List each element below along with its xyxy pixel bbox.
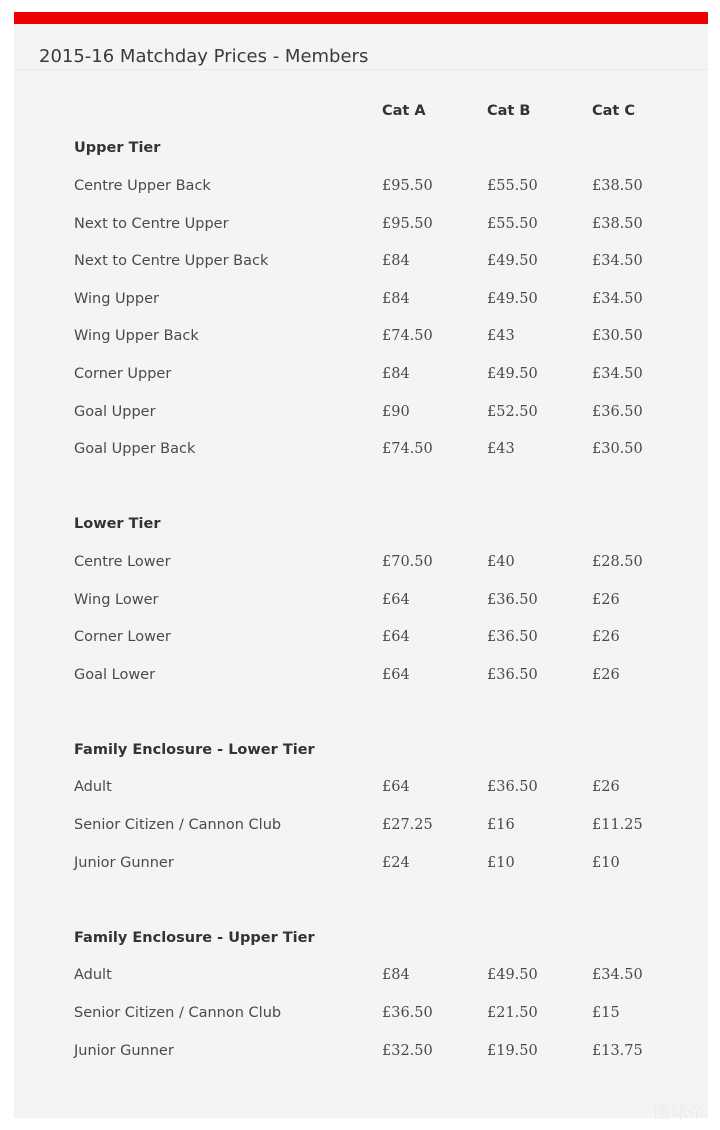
price-cat-a: £90 bbox=[382, 403, 410, 420]
price-cat-c: £26 bbox=[592, 591, 620, 608]
price-cat-a: £84 bbox=[382, 253, 410, 270]
price-cat-a: £32.50 bbox=[382, 1042, 433, 1059]
seat-area-label: Goal Lower bbox=[74, 666, 156, 683]
price-cat-a: £64 bbox=[382, 779, 410, 796]
price-cat-c: £26 bbox=[592, 666, 620, 683]
section-heading-row bbox=[74, 919, 674, 957]
section-spacer bbox=[74, 881, 674, 919]
table-row bbox=[74, 769, 674, 807]
price-cat-b: £49.50 bbox=[487, 967, 538, 984]
price-cat-b: £16 bbox=[487, 817, 515, 834]
seat-area-label: Senior Citizen / Cannon Club bbox=[74, 1005, 282, 1022]
seat-area-label: Corner Lower bbox=[74, 629, 171, 646]
seat-area-label: Wing Lower bbox=[74, 591, 159, 608]
price-cat-c: £38.50 bbox=[592, 177, 643, 194]
section-heading: Family Enclosure - Lower Tier bbox=[74, 741, 315, 758]
price-cat-c: £30.50 bbox=[592, 328, 643, 345]
seat-area-label: Wing Upper bbox=[74, 290, 159, 307]
price-cat-b: £19.50 bbox=[487, 1042, 538, 1059]
table-header-row bbox=[74, 92, 674, 130]
price-cat-b: £36.50 bbox=[487, 591, 538, 608]
seat-area-label: Senior Citizen / Cannon Club bbox=[74, 817, 282, 834]
price-cat-a: £95.50 bbox=[382, 177, 433, 194]
price-cat-b: £10 bbox=[487, 854, 515, 871]
price-cat-a: £74.50 bbox=[382, 441, 433, 458]
table-row bbox=[74, 205, 674, 243]
section-heading: Upper Tier bbox=[74, 140, 161, 157]
price-cat-b: £55.50 bbox=[487, 215, 538, 232]
price-cat-c: £36.50 bbox=[592, 403, 643, 420]
price-cat-b: £36.50 bbox=[487, 666, 538, 683]
seat-area-label: Goal Upper Back bbox=[74, 441, 196, 458]
section-spacer bbox=[74, 694, 674, 732]
panel-header bbox=[14, 24, 708, 70]
column-header-cat-b: Cat B bbox=[487, 102, 531, 119]
accent-bar bbox=[14, 12, 708, 24]
price-cat-a: £64 bbox=[382, 629, 410, 646]
pricing-panel bbox=[14, 12, 708, 1118]
table-row bbox=[74, 393, 674, 431]
seat-area-label: Junior Gunner bbox=[74, 854, 174, 871]
price-cat-b: £43 bbox=[487, 441, 515, 458]
seat-area-label: Junior Gunner bbox=[74, 1042, 174, 1059]
price-cat-b: £40 bbox=[487, 553, 515, 570]
table-row bbox=[74, 618, 674, 656]
price-cat-c: £34.50 bbox=[592, 253, 643, 270]
table-row bbox=[74, 242, 674, 280]
price-cat-b: £52.50 bbox=[487, 403, 538, 420]
seat-area-label: Next to Centre Upper bbox=[74, 215, 229, 232]
table-row bbox=[74, 543, 674, 581]
price-cat-b: £49.50 bbox=[487, 253, 538, 270]
table-row bbox=[74, 656, 674, 694]
price-cat-c: £28.50 bbox=[592, 553, 643, 570]
price-cat-a: £74.50 bbox=[382, 328, 433, 345]
price-cat-a: £84 bbox=[382, 290, 410, 307]
price-cat-b: £55.50 bbox=[487, 177, 538, 194]
section-heading-row bbox=[74, 506, 674, 544]
price-cat-a: £64 bbox=[382, 666, 410, 683]
watermark-logo: 懂球帝 bbox=[652, 1102, 706, 1123]
price-cat-b: £49.50 bbox=[487, 290, 538, 307]
price-cat-b: £43 bbox=[487, 328, 515, 345]
seat-area-label: Adult bbox=[74, 779, 112, 796]
table-row bbox=[74, 318, 674, 356]
price-cat-a: £36.50 bbox=[382, 1005, 433, 1022]
price-cat-c: £34.50 bbox=[592, 290, 643, 307]
table-row bbox=[74, 280, 674, 318]
table-row bbox=[74, 167, 674, 205]
page-title: 2015-16 Matchday Prices - Members bbox=[39, 46, 369, 67]
table-row bbox=[74, 581, 674, 619]
seat-area-label: Wing Upper Back bbox=[74, 328, 199, 345]
table-row bbox=[74, 355, 674, 393]
price-cat-c: £38.50 bbox=[592, 215, 643, 232]
price-cat-c: £30.50 bbox=[592, 441, 643, 458]
table-row bbox=[74, 806, 674, 844]
section-heading-row bbox=[74, 731, 674, 769]
seat-area-label: Goal Upper bbox=[74, 403, 156, 420]
table-row bbox=[74, 957, 674, 995]
table-row bbox=[74, 1032, 674, 1070]
price-cat-b: £36.50 bbox=[487, 779, 538, 796]
seat-area-label: Centre Lower bbox=[74, 553, 171, 570]
price-cat-b: £36.50 bbox=[487, 629, 538, 646]
seat-area-label: Centre Upper Back bbox=[74, 177, 211, 194]
section-heading: Family Enclosure - Upper Tier bbox=[74, 929, 315, 946]
price-cat-c: £15 bbox=[592, 1005, 620, 1022]
price-cat-c: £11.25 bbox=[592, 817, 643, 834]
section-spacer bbox=[74, 468, 674, 506]
price-cat-a: £84 bbox=[382, 967, 410, 984]
price-cat-c: £26 bbox=[592, 629, 620, 646]
seat-area-label: Next to Centre Upper Back bbox=[74, 253, 269, 270]
price-cat-c: £10 bbox=[592, 854, 620, 871]
seat-area-label: Corner Upper bbox=[74, 365, 172, 382]
price-cat-a: £64 bbox=[382, 591, 410, 608]
price-cat-a: £84 bbox=[382, 365, 410, 382]
section-heading-row bbox=[74, 130, 674, 168]
price-cat-b: £49.50 bbox=[487, 365, 538, 382]
column-header-cat-c: Cat C bbox=[592, 102, 636, 119]
table-row bbox=[74, 430, 674, 468]
section-heading: Lower Tier bbox=[74, 516, 161, 533]
price-cat-b: £21.50 bbox=[487, 1005, 538, 1022]
price-cat-a: £24 bbox=[382, 854, 410, 871]
column-header-cat-a: Cat A bbox=[382, 102, 426, 119]
price-cat-c: £26 bbox=[592, 779, 620, 796]
price-cat-c: £34.50 bbox=[592, 365, 643, 382]
price-cat-a: £70.50 bbox=[382, 553, 433, 570]
price-cat-c: £13.75 bbox=[592, 1042, 643, 1059]
price-cat-a: £27.25 bbox=[382, 817, 433, 834]
table-row bbox=[74, 844, 674, 882]
table-row bbox=[74, 994, 674, 1032]
price-cat-c: £34.50 bbox=[592, 967, 643, 984]
price-table bbox=[74, 92, 674, 1069]
seat-area-label: Adult bbox=[74, 967, 112, 984]
price-cat-a: £95.50 bbox=[382, 215, 433, 232]
